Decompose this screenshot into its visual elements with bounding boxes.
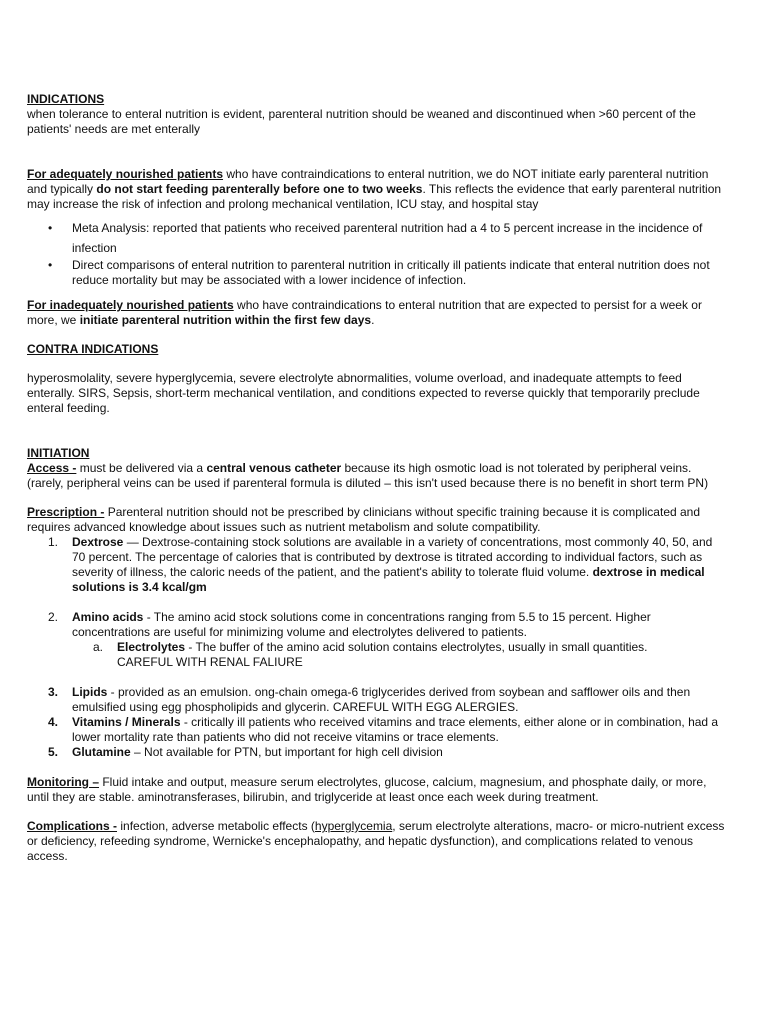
adequately-nourished-section: [27, 167, 727, 288]
adequately-nourished-bold: do not start feeding parenterally before one to two weeks: [96, 182, 423, 196]
initiation-section: [27, 446, 727, 760]
item-title: Dextrose: [72, 535, 124, 549]
list-item: • Meta Analysis: reported that patients who received parenteral nutrition had a 4 to 5 percent increase in the incidence of infection: [27, 218, 727, 258]
monitoring-paragraph: Monitoring – Fluid intake and output, measure serum electrolytes, glucose, calcium, magnesium, and phosphate daily, or more, until they are stable. aminotransferases, bilirubin, and triglyceride at least once each week during treatment.: [27, 775, 707, 804]
item-title: Amino acids: [72, 610, 144, 624]
item-number: 2.: [48, 610, 59, 624]
inadequately-nourished-paragraph: For inadequately nourished patients who have contraindications to enteral nutrition that are expected to persist for a week or more, we initiate parenteral nutrition within the first few days.: [27, 298, 702, 327]
initiation-heading: INITIATION: [27, 446, 90, 460]
access-paragraph: Access - must be delivered via a central venous catheter because its high osmotic load is not tolerated by peripheral veins. (rarely, peripheral veins can be used if parenteral formula is diluted – this isn't used because there is no benefit in short term PN): [27, 461, 709, 490]
hyperglycemia-underlined: hyperglycemia: [314, 819, 393, 833]
list-item: 2. Amino acids - The amino acid stock solutions come in concentrations ranging from 5.5 to 15 percent. Higher concentrations are useful for minimizing volume and electrolytes delivered to patients. a. Electrolytes - The buffer of the amino acid solution contains electrolytes, usually in small quantities. CAREFUL WITH RENAL FALIURE: [27, 610, 727, 670]
list-item: 4. Vitamins / Minerals - critically ill patients who received vitamins and trace elements, either alone or in combination, had a lower mortality rate than patients who did not receive vitamins or trace elements.: [48, 715, 719, 744]
complications-paragraph: Complications - infection, adverse metabolic effects (hyperglycemia, serum electrolyte alterations, macro- or micro-nutrient excess or deficiency, refeeding syndrome, Wernicke's encephalopathy, and hepatic dysfunction), and complications related to venous access.: [27, 819, 725, 863]
complications-section: [27, 819, 727, 864]
monitoring-section: [27, 775, 727, 805]
list-item: 3. Lipids - provided as an emulsion. ong-chain omega-6 triglycerides derived from soybean and safflower oils and then emulsified using egg phospholipids and glycerin. CAREFUL WITH EGG ALERGIES.: [48, 685, 691, 714]
indications-text: when tolerance to enteral nutrition is evident, parenteral nutrition should be weaned and discontinued when >60 percent of the patients' needs are met enterally: [27, 107, 696, 136]
document-page: [27, 92, 727, 864]
inadequately-nourished-section: [27, 298, 727, 328]
list-item: a. Electrolytes - The buffer of the amino acid solution contains electrolytes, usually in small quantities. CAREFUL WITH RENAL FALIURE: [93, 640, 648, 669]
item-title: Lipids: [72, 685, 108, 699]
monitoring-lead: Monitoring –: [27, 775, 99, 789]
renal-warning: CAREFUL WITH RENAL FALIURE: [117, 655, 303, 669]
complications-lead: Complications -: [27, 819, 118, 833]
prescription-paragraph: Prescription - Parenteral nutrition should not be prescribed by clinicians without specific training because it is complicated and requires advanced knowledge about issues such as nutrient metabolism and solute compatibility.: [27, 505, 701, 534]
item-title: Electrolytes: [117, 640, 186, 654]
prescription-lead: Prescription -: [27, 505, 105, 519]
item-number: a.: [93, 640, 104, 654]
item-number: 5.: [48, 745, 59, 759]
item-number: 4.: [48, 715, 59, 729]
inadequately-nourished-bold: initiate parenteral nutrition within the first few days: [79, 313, 372, 327]
contra-indications-section: [27, 342, 727, 416]
adequately-nourished-paragraph: For adequately nourished patients who have contraindications to enteral nutrition, we do NOT initiate early parenteral nutrition and typically do not start feeding parenterally before one to two weeks. This reflects the evidence that early parenteral nutrition may increase the risk of infection and prolong mechanical ventilation, ICU stay, and hospital stay: [27, 167, 722, 211]
dextrose-kcal-note: dextrose in medical solutions is 3.4 kcal/gm: [72, 565, 705, 594]
inadequately-nourished-lead: For inadequately nourished patients: [27, 298, 234, 312]
amino-acids-sublist: [72, 640, 727, 670]
item-title: Glutamine: [72, 745, 131, 759]
indications-section: [27, 92, 727, 137]
evidence-bullet-list: [27, 218, 727, 288]
list-item: • Direct comparisons of enteral nutrition to parenteral nutrition in critically ill patients indicate that enteral nutrition does not reduce mortality but may be associated with a lower incidence of infection.: [27, 258, 727, 288]
adequately-nourished-lead: For adequately nourished patients: [27, 167, 224, 181]
contra-indications-text: hyperosmolality, severe hyperglycemia, severe electrolyte abnormalities, volume overload, and inadequate attempts to feed enterally. SIRS, Sepsis, short-term mechanical ventilation, and conditions expected to reverse quickly that temporarily preclude enteral feeding.: [27, 371, 700, 415]
item-number: 3.: [48, 685, 59, 699]
indications-heading: INDICATIONS: [27, 92, 105, 106]
item-number: 1.: [48, 535, 59, 549]
components-list: [27, 535, 727, 760]
item-title: Vitamins / Minerals: [72, 715, 181, 729]
access-bold: central venous catheter: [206, 461, 342, 475]
contra-indications-heading: CONTRA INDICATIONS: [27, 342, 159, 356]
access-lead: Access -: [27, 461, 77, 475]
list-item: 1. Dextrose — Dextrose-containing stock solutions are available in a variety of concentrations, most commonly 40, 50, and 70 percent. The percentage of calories that is contributed by dextrose is titrated according to individual factors, such as severity of illness, the caloric needs of the patient, and the patient's ability to tolerate fluid volume. dextrose in medical solutions is 3.4 kcal/gm: [48, 535, 713, 594]
list-item: 5. Glutamine – Not available for PTN, but important for high cell division: [48, 745, 443, 759]
